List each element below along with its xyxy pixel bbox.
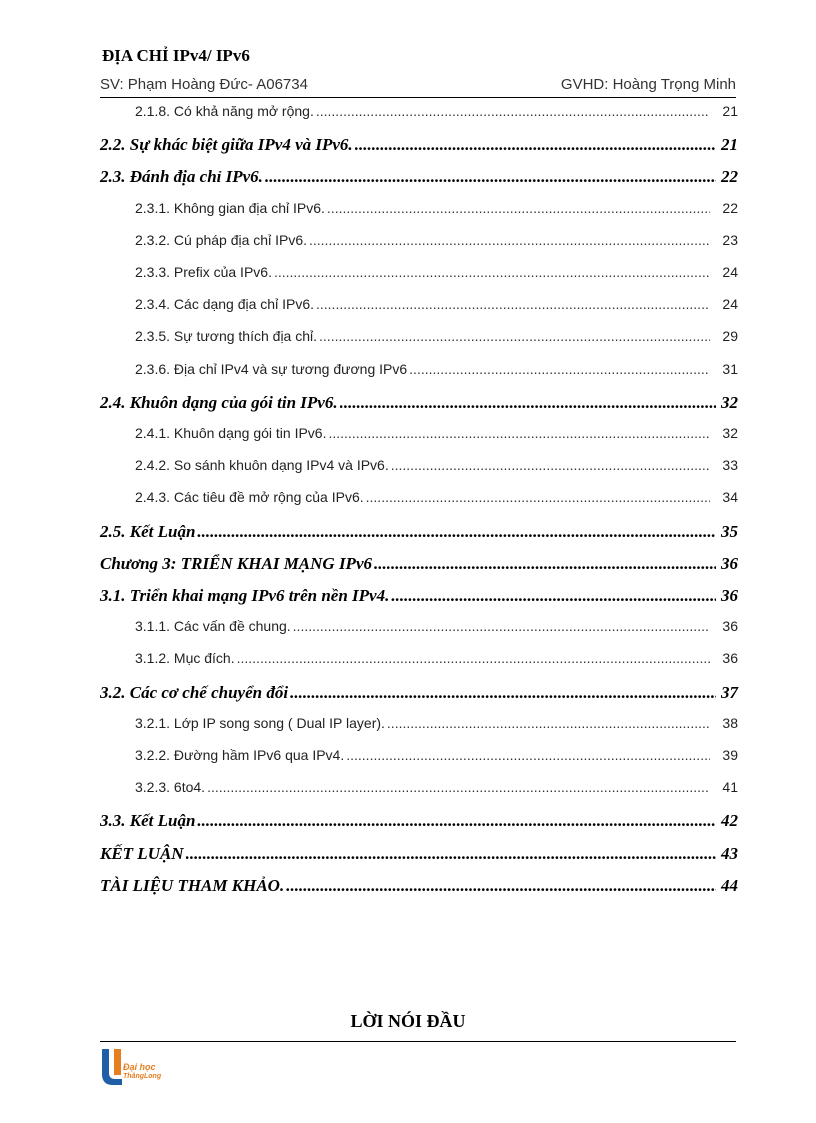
toc-entry-label: 2.4.2. So sánh khuôn dạng IPv4 và IPv6. [135, 457, 389, 474]
logo-text-line1: Đại học [123, 1062, 156, 1072]
toc-page-number: 38 [722, 714, 738, 731]
toc-dot-leader [366, 489, 710, 505]
toc-subsection-entry[interactable] [135, 103, 738, 119]
toc-entry-label: 2.3.6. Địa chỉ IPv4 và sự tương đương IPv6 [135, 360, 408, 377]
toc-subsection-entry[interactable] [135, 200, 738, 216]
toc-page-number: 29 [722, 328, 738, 345]
toc-section-entry[interactable] [100, 683, 738, 703]
toc-dot-leader [316, 296, 710, 312]
toc-entry-label: 3.1.1. Các vấn đề chung. [135, 618, 291, 635]
toc-subsection-entry[interactable] [135, 618, 738, 634]
toc-page-number: 41 [722, 779, 738, 796]
toc-page-number: 37 [721, 682, 738, 702]
toc-entry-label: 3.2. Các cơ chế chuyển đổi [100, 682, 289, 702]
toc-entry-label: Chương 3: TRIỂN KHAI MẠNG IPv6 [100, 553, 372, 573]
toc-dot-leader [274, 264, 710, 280]
toc-section-entry[interactable] [100, 554, 738, 574]
toc-subsection-entry[interactable] [135, 264, 738, 280]
toc-page-number: 33 [722, 457, 738, 474]
toc-entry-label: 2.3. Đánh địa chỉ IPv6. [100, 167, 263, 187]
logo-l-shape [114, 1049, 121, 1075]
toc-dot-leader [237, 650, 710, 666]
logo-text-line2: ThăngLong [123, 1073, 162, 1080]
toc-page-number: 42 [721, 811, 738, 831]
toc-subsection-entry[interactable] [135, 779, 738, 795]
toc-page-number: 36 [721, 553, 738, 573]
toc-section-entry[interactable] [100, 811, 738, 831]
toc-page-number: 32 [722, 425, 738, 441]
toc-subsection-entry[interactable] [135, 328, 738, 344]
toc-dot-leader [328, 425, 710, 441]
toc-page-number: 22 [721, 167, 738, 187]
toc-page-number: 44 [721, 875, 738, 895]
toc-dot-leader [346, 747, 710, 763]
document-title: ĐỊA CHỈ IPv4/ IPv6 [102, 46, 250, 65]
student-info: SV: Phạm Hoàng Đức- A06734 [100, 76, 308, 93]
toc-entry-label: 2.3.1. Không gian địa chỉ IPv6. [135, 199, 325, 216]
toc-entry-label: 3.2.1. Lớp IP song song ( Dual IP layer). [135, 714, 385, 731]
toc-page-number: 31 [722, 360, 738, 377]
toc-dot-leader [316, 103, 710, 119]
toc-page-number: 24 [722, 264, 738, 280]
toc-page-number: 35 [721, 521, 738, 541]
toc-page-number: 22 [722, 199, 738, 216]
footer-rule [100, 1041, 736, 1042]
toc-page-number: 34 [722, 489, 738, 506]
toc-subsection-entry[interactable] [135, 361, 738, 377]
toc-dot-leader [309, 232, 710, 248]
toc-section-entry[interactable] [100, 876, 738, 896]
toc-dot-leader [286, 876, 716, 896]
foreword-heading: LỜI NÓI ĐẦU [350, 1011, 466, 1031]
toc-subsection-entry[interactable] [135, 457, 738, 473]
toc-entry-label: 3.1. Triển khai mạng IPv6 trên nền IPv4. [100, 586, 390, 605]
toc-page-number: 43 [721, 843, 738, 863]
toc-dot-leader [409, 361, 710, 377]
toc-subsection-entry[interactable] [135, 650, 738, 666]
toc-dot-leader [391, 457, 710, 473]
toc-entry-label: 2.3.4. Các dạng địa chỉ IPv6. [135, 296, 314, 313]
toc-dot-leader [197, 811, 716, 831]
toc-subsection-entry[interactable] [135, 232, 738, 248]
toc-subsection-entry[interactable] [135, 425, 738, 441]
toc-entry-label: 3.1.2. Mục đích. [135, 650, 235, 667]
toc-subsection-entry[interactable] [135, 296, 738, 312]
toc-section-entry[interactable] [100, 586, 738, 606]
toc-entry-label: 2.4. Khuôn dạng của gói tin IPv6. [100, 392, 338, 412]
toc-entry-label: 2.2. Sự khác biệt giữa IPv4 và IPv6. [100, 135, 353, 155]
toc-page-number: 32 [721, 392, 738, 412]
toc-page-number: 39 [722, 747, 738, 763]
toc-entry-label: 2.4.1. Khuôn dạng gói tin IPv6. [135, 425, 327, 441]
toc-page-number: 21 [722, 103, 738, 119]
toc-dot-leader [355, 135, 716, 155]
toc-dot-leader [197, 522, 716, 542]
toc-section-entry[interactable] [100, 167, 738, 187]
toc-dot-leader [374, 554, 716, 574]
toc-dot-leader [207, 779, 710, 795]
toc-dot-leader [327, 200, 710, 216]
toc-section-entry[interactable] [100, 393, 738, 413]
toc-entry-label: TÀI LIỆU THAM KHẢO. [100, 875, 285, 895]
advisor-info: GVHD: Hoàng Trọng Minh [560, 76, 736, 93]
toc-entry-label: 2.4.3. Các tiêu đề mở rộng của IPv6. [135, 489, 364, 506]
toc-dot-leader [340, 393, 716, 413]
toc-entry-label: 2.3.5. Sự tương thích địa chỉ. [135, 328, 318, 345]
toc-entry-label: 2.5. Kết Luận [100, 521, 196, 541]
toc-dot-leader [186, 844, 716, 864]
toc-subsection-entry[interactable] [135, 715, 738, 731]
toc-section-entry[interactable] [100, 844, 738, 864]
toc-dot-leader [290, 683, 716, 703]
toc-page-number: 24 [722, 296, 738, 313]
toc-entry-label: 2.3.3. Prefix của IPv6. [135, 264, 272, 280]
toc-entry-label: KẾT LUẬN [100, 843, 184, 863]
toc-entry-label: 2.1.8. Có khả năng mở rộng. [135, 103, 314, 119]
toc-entry-label: 3.2.3. 6to4. [135, 779, 206, 796]
toc-dot-leader [293, 618, 710, 634]
toc-entry-label: 3.2.2. Đường hầm IPv6 qua IPv4. [135, 747, 345, 763]
toc-page-number: 36 [722, 618, 738, 635]
header-rule [100, 97, 736, 98]
toc-section-entry[interactable] [100, 135, 738, 155]
toc-page-number: 23 [722, 231, 738, 248]
toc-page-number: 21 [721, 135, 738, 155]
toc-dot-leader [265, 167, 716, 187]
toc-section-entry[interactable] [100, 522, 738, 542]
toc-subsection-entry[interactable] [135, 489, 738, 505]
toc-dot-leader [319, 328, 710, 344]
toc-entry-label: 3.3. Kết Luận [100, 811, 196, 831]
toc-subsection-entry[interactable] [135, 747, 738, 763]
toc-dot-leader [387, 715, 710, 731]
toc-page-number: 36 [722, 650, 738, 667]
page-header [100, 76, 736, 93]
toc-dot-leader [391, 586, 716, 606]
toc-page-number: 36 [721, 586, 738, 605]
toc-entry-label: 2.3.2. Cú pháp địa chỉ IPv6. [135, 231, 307, 248]
